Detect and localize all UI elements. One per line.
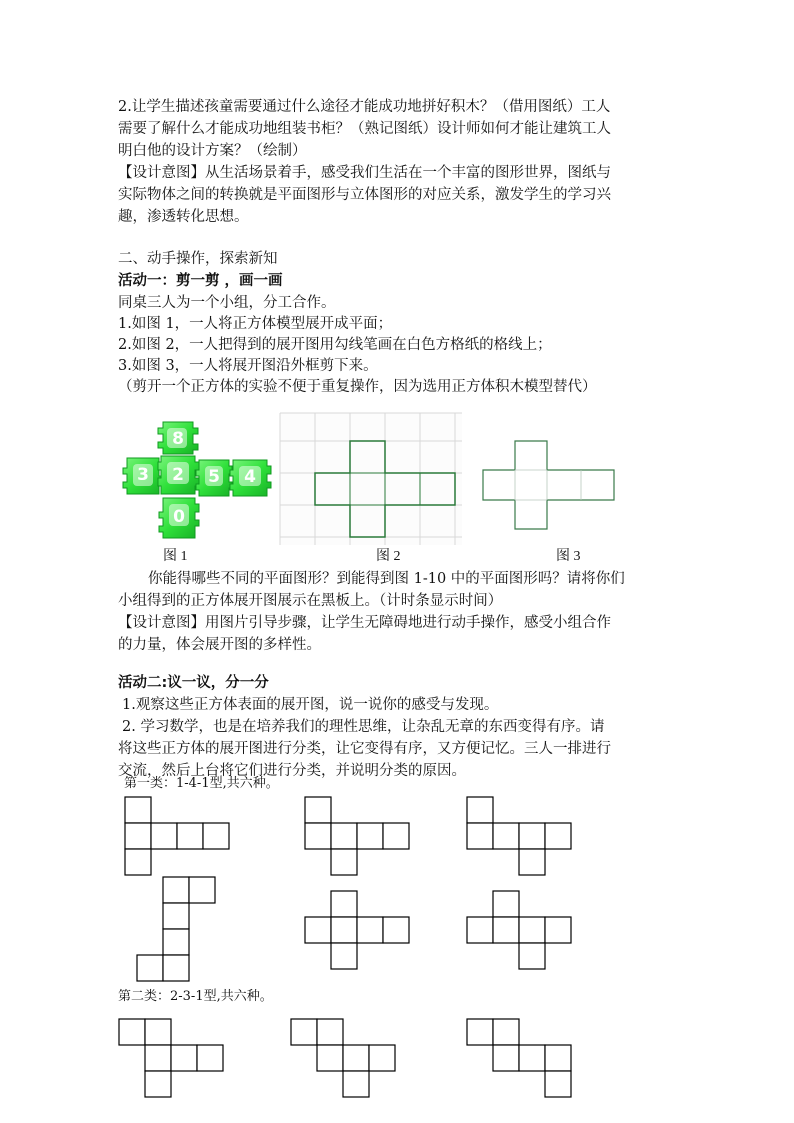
class-2-net-3 [466,1018,574,1098]
block-digit-left: 3 [137,465,149,485]
step-3: 3.如图 3，一人将展开图沿外框剪下来。 [118,358,378,374]
question-line-1: 你能得哪些不同的平面图形？到能得到图 1-10 中的平面图形吗？请将你们 [148,571,625,587]
figure-2-caption: 图 2 [376,549,401,564]
activity-2-title: 活动二:议一议，分一分 [118,675,269,691]
figure-1-caption: 图 1 [163,549,188,564]
question-2-line-2: 需要了解什么才能成功地组装书柜？（熟记图纸）设计师如何才能让建筑工人 [118,121,611,137]
design-intent-2-line-2: 的力量，体会展开图的多样性。 [118,637,321,653]
figure-3-cutout-net [482,440,616,530]
group-instruction: 同桌三人为一个小组，分工合作。 [118,295,336,311]
class-2-net-1 [118,1018,226,1098]
class-1-net-2 [304,796,412,876]
class-1-net-6 [466,890,574,970]
block-digit-bottom: 0 [173,507,185,527]
design-intent-2-line-1: 【设计意图】用图片引导步骤，让学生无障碍地进行动手操作，感受小组合作 [118,615,611,631]
class-2-label: 第二类：2-3-1型,共六种。 [118,989,273,1004]
design-intent-1-line-3: 趣，渗透转化思想。 [118,209,249,225]
design-intent-1-line-2: 实际物体之间的转换就是平面图形与立体图形的对应关系，激发学生的学习兴 [118,187,611,203]
block-digit-top: 8 [172,429,184,449]
step-2: 2.如图 2，一人把得到的展开图用勾线笔画在白色方格纸的格线上； [118,337,552,353]
question-2-line-3: 明白他的设计方案？（绘制） [118,143,307,159]
activity-2-item-2-line-1: 2. 学习数学，也是在培养我们的理性思维，让杂乱无章的东西变得有序。请 [122,719,605,735]
note-line: （剪开一个正方体的实验不便于重复操作，因为选用正方体积木模型替代） [118,379,597,395]
question-2-line-1: 2.让学生描述孩童需要通过什么途径才能成功地拼好积木？（借用图纸）工人 [118,99,611,115]
block-digit-center: 2 [172,465,184,485]
figure-1-block-net [125,420,275,540]
figure-3-caption: 图 3 [556,549,581,564]
section-heading: 二、动手操作，探索新知 [118,251,278,267]
activity-1-title: 活动一：剪一剪 ，画一画 [118,273,283,289]
class-1-net-4 [136,876,218,984]
design-intent-1-line-1: 【设计意图】从生活场景着手，感受我们生活在一个丰富的图形世界，图纸与 [118,165,611,181]
class-2-net-2 [290,1018,398,1098]
activity-2-item-2-line-2: 将这些正方体的展开图进行分类，让它变得有序，又方便记忆。三人一排进行 [118,741,611,757]
step-1: 1.如图 1，一人将正方体模型展开成平面； [118,316,393,332]
class-1-label: 第一类：1-4-1型,共六种。 [124,776,279,791]
class-1-net-5 [304,890,412,970]
figure-2-grid-net [280,413,462,545]
class-1-net-1 [124,796,232,876]
block-digit-right-2: 4 [244,467,256,487]
question-line-2: 小组得到的正方体展开图展示在黑板上。（计时条显示时间） [118,593,503,609]
class-1-net-3 [466,796,574,876]
activity-2-item-1: 1.观察这些正方体表面的展开图，说一说你的感受与发现。 [122,697,499,713]
activity-2-item-2-line-3: 交流，然后上台将它们进行分类，并说明分类的原因。 [118,763,466,779]
block-digit-right-1: 5 [208,467,220,487]
